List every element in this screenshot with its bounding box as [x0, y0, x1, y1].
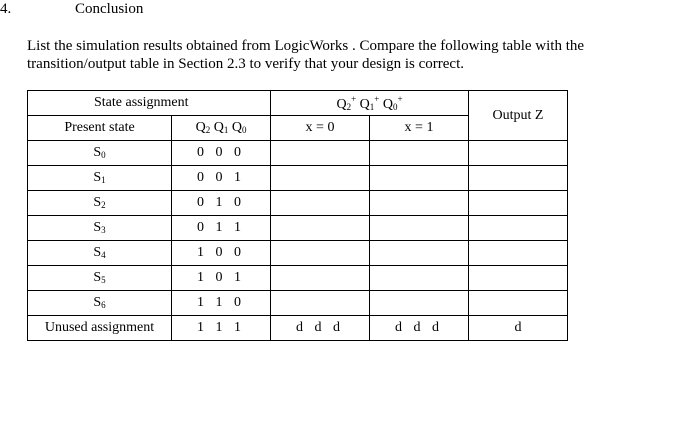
state-cell: $S_4$ — [28, 241, 172, 266]
next-state-x0-cell — [271, 291, 370, 316]
table-row — [28, 241, 568, 266]
output-z-cell — [469, 266, 568, 291]
state-cell: $S_0$ — [28, 141, 172, 166]
state-bits-header: $Q_2$ $Q_1$ $Q_0$ — [172, 116, 271, 141]
x1-header: x = 1 — [370, 116, 469, 141]
state-code-cell: 0 0 0 — [172, 141, 271, 166]
output-header: Output Z — [469, 91, 568, 141]
next-state-x1-cell — [370, 166, 469, 191]
output-z-cell — [469, 216, 568, 241]
output-z-cell — [469, 191, 568, 216]
state-assignment-header: State assignment — [28, 91, 271, 116]
table-row — [28, 166, 568, 191]
state-code-cell: 1 1 0 — [172, 291, 271, 316]
next-state-formula: $Q_2^+$ $Q_1^+$ $Q_0^+$ — [336, 93, 403, 112]
x0-header: x = 0 — [271, 116, 370, 141]
output-z-cell — [469, 241, 568, 266]
transition-output-table — [27, 90, 568, 341]
next-state-x0-cell — [271, 141, 370, 166]
state-cell: $S_3$ — [28, 216, 172, 241]
next-state-x1-cell — [370, 241, 469, 266]
table-row — [28, 291, 568, 316]
present-state-header: Present state — [28, 116, 172, 141]
state-cell: $S_1$ — [28, 166, 172, 191]
table-row — [28, 216, 568, 241]
next-state-x1-cell — [370, 216, 469, 241]
table-body — [28, 141, 568, 341]
state-cell: $S_2$ — [28, 191, 172, 216]
next-state-x1-cell — [370, 191, 469, 216]
state-code-cell: 0 0 1 — [172, 166, 271, 191]
state-cell: $S_5$ — [28, 266, 172, 291]
table-row — [28, 191, 568, 216]
state-code-cell: 0 1 0 — [172, 191, 271, 216]
table-row — [28, 141, 568, 166]
next-state-x1-cell — [370, 141, 469, 166]
next-state-x0-cell — [271, 191, 370, 216]
output-z-cell — [469, 141, 568, 166]
next-state-header — [271, 91, 469, 116]
next-state-x0-cell — [271, 241, 370, 266]
state-code-cell: 0 1 1 — [172, 216, 271, 241]
next-state-x0-cell: d d d — [271, 316, 370, 341]
state-code-cell: 1 0 1 — [172, 266, 271, 291]
table-header-row-1 — [28, 91, 568, 116]
next-state-x1-cell — [370, 266, 469, 291]
next-state-x0-cell — [271, 216, 370, 241]
next-state-x1-cell: d d d — [370, 316, 469, 341]
state-code-cell: 1 0 0 — [172, 241, 271, 266]
state-cell: $S_6$ — [28, 291, 172, 316]
output-z-cell: d — [469, 316, 568, 341]
table-row — [28, 266, 568, 291]
next-state-x1-cell — [370, 291, 469, 316]
next-state-x0-cell — [271, 266, 370, 291]
table-row — [28, 316, 568, 341]
section-title: Conclusion — [75, 1, 144, 17]
next-state-x0-cell — [271, 166, 370, 191]
state-cell: Unused assignment — [28, 316, 172, 341]
output-z-cell — [469, 291, 568, 316]
section-number: 4. — [0, 1, 12, 17]
output-z-cell — [469, 166, 568, 191]
state-code-cell: 1 1 1 — [172, 316, 271, 341]
instructions-paragraph: List the simulation results obtained from LogicWorks . Compare the following table with the transition/output table in Section 2.3 to verify that your design is correct. — [27, 38, 585, 72]
